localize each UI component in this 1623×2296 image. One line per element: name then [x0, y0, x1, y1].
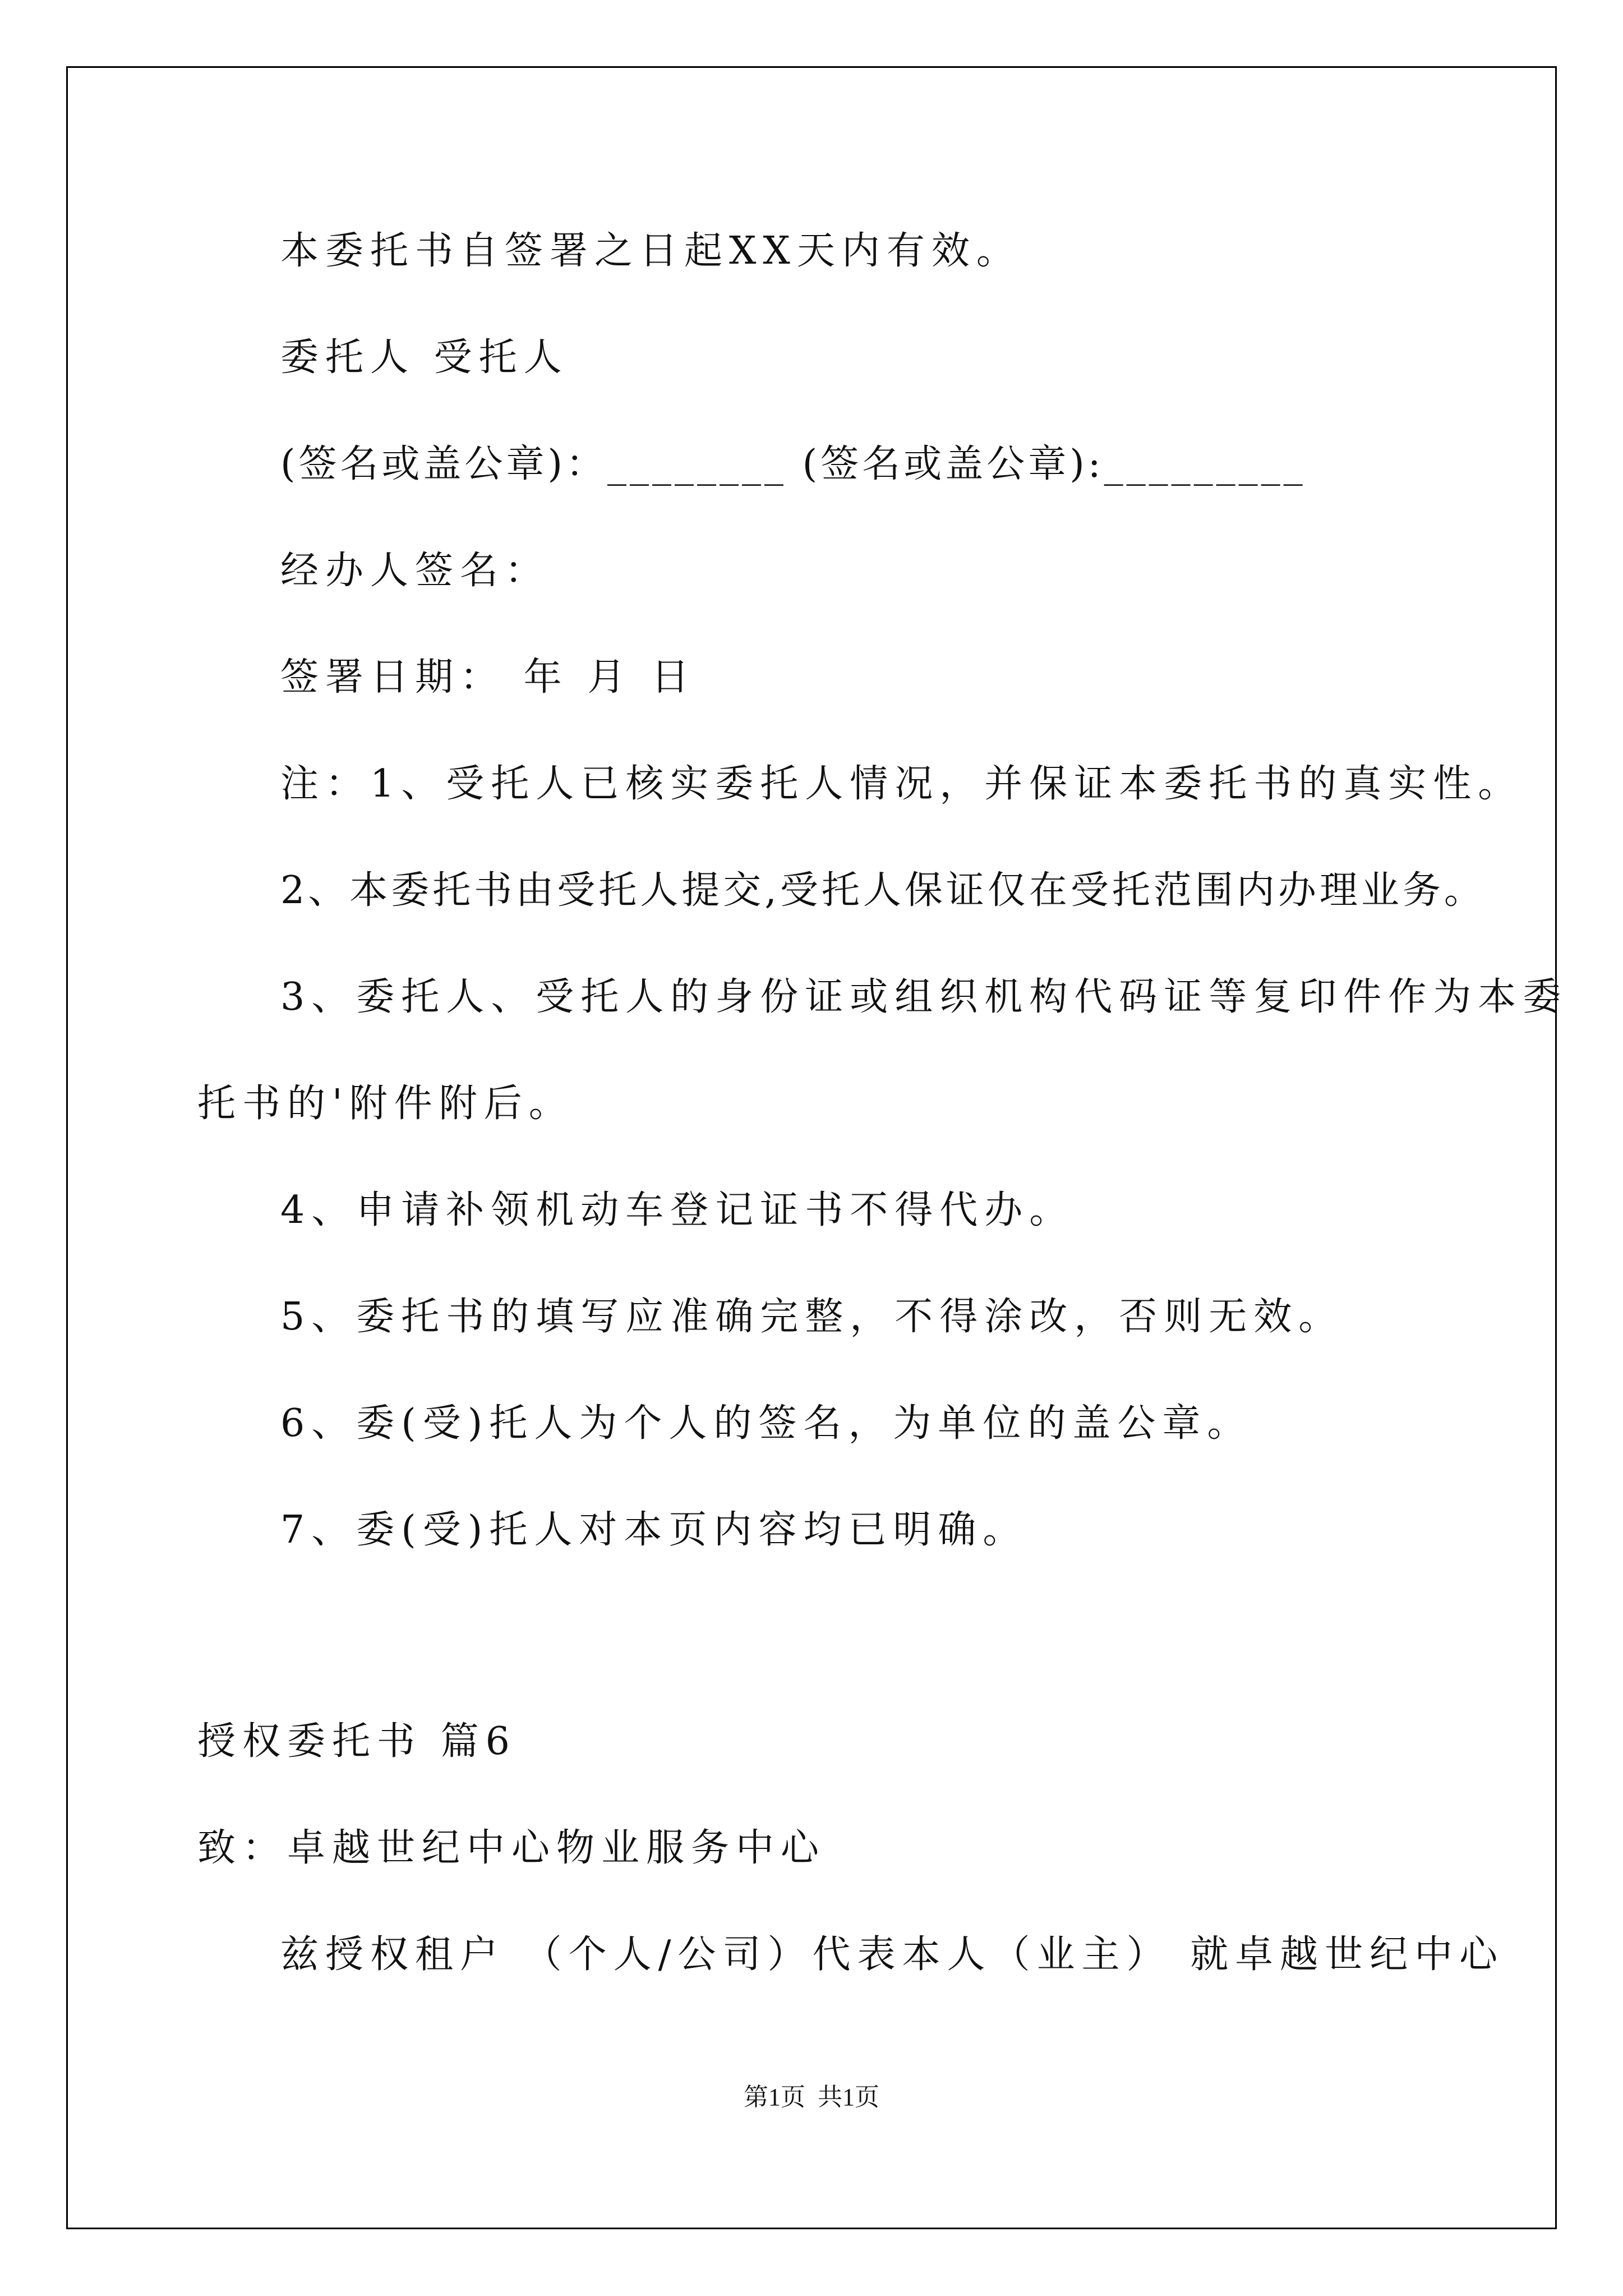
note-7: 7、委(受)托人对本页内容均已明确。: [280, 1508, 1028, 1552]
section-heading: 授权委托书 篇6: [197, 1719, 517, 1764]
signature-line: (签名或盖公章)：________ (签名或盖公章):_________: [280, 442, 1306, 486]
note-4: 4、申请补领机动车登记证书不得代办。: [280, 1188, 1075, 1232]
note-2: 2、本委托书由受托人提交,受托人保证仅在受托范围内办理业务。: [280, 868, 1486, 913]
addressee-line: 致：卓越世纪中心物业服务中心: [197, 1826, 826, 1870]
note-6: 6、委(受)托人为个人的签名，为单位的盖公章。: [280, 1401, 1252, 1446]
agent-signature-line: 经办人签名：: [280, 549, 550, 593]
note-3: 3、委托人、受托人的身份证或组织机构代码证等复印件作为本委: [280, 975, 1568, 1019]
note-3-continued: 托书的'附件附后。: [197, 1082, 574, 1126]
page-footer: 第1页 共1页: [744, 2083, 879, 2111]
note-1: 注：1、受托人已核实委托人情况，并保证本委托书的真实性。: [280, 762, 1523, 806]
signing-date-line: 签署日期： 年 月 日: [280, 655, 696, 700]
page-border: [66, 66, 1557, 2229]
note-5: 5、委托书的填写应准确完整，不得涂改，否则无效。: [280, 1295, 1344, 1339]
validity-line: 本委托书自签署之日起XX天内有效。: [280, 229, 1021, 273]
parties-line: 委托人 受托人: [280, 335, 569, 380]
authorization-line: 兹授权租户 （个人/公司）代表本人（业主） 就卓越世纪中心: [280, 1932, 1505, 1977]
